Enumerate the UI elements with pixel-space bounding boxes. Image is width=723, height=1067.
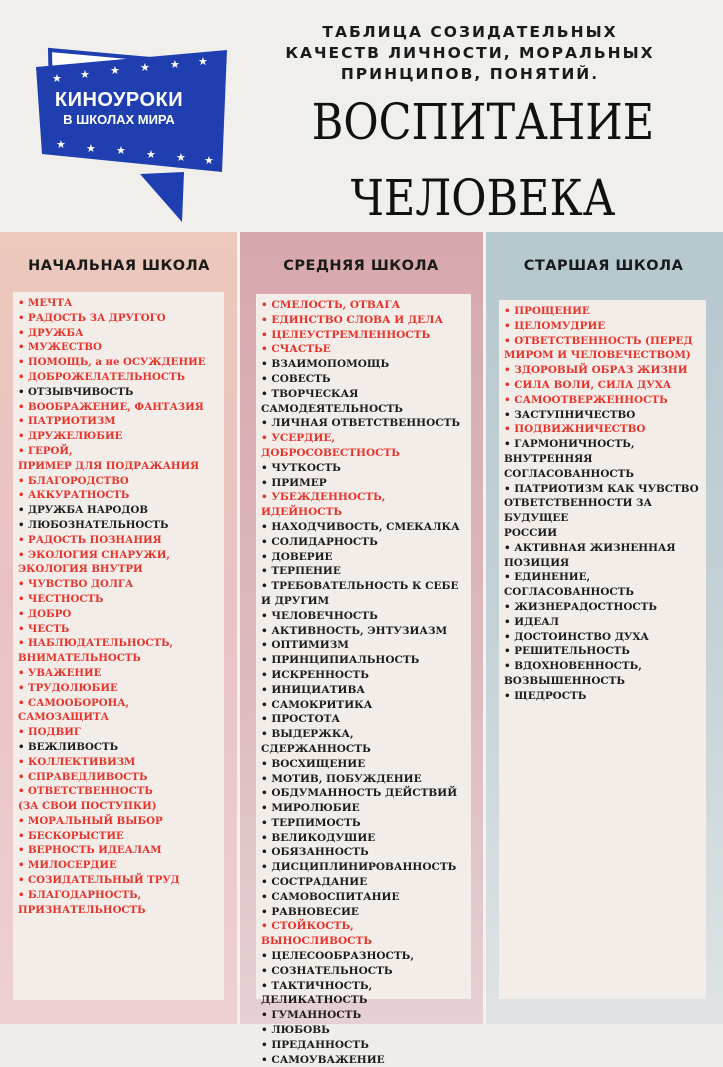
list-item: • ПАТРИОТИЗМ [18, 415, 116, 428]
list-item: • ВДОХНОВЕННОСТЬ, ВОЗВЫШЕННОСТЬ [504, 660, 642, 687]
list-item: • ДРУЖЕЛЮБИЕ [18, 430, 123, 443]
list-item: • ПАТРИОТИЗМ КАК ЧУВСТВО ОТВЕТСТВЕННОСТИ ЗА БУДУЩЕЕ РОССИИ [504, 482, 699, 539]
list-item: • ОБДУМАННОСТЬ ДЕЙСТВИЙ [261, 787, 458, 800]
list-item: • ЧУТКОСТЬ [261, 461, 341, 474]
list-item: • ВЕЖЛИВОСТЬ [18, 740, 119, 753]
list-item: • ВЫДЕРЖКА, СДЕРЖАННОСТЬ [261, 728, 371, 755]
column-title-primary: НАЧАЛЬНАЯ ШКОЛА [28, 258, 210, 274]
list-panel-primary [13, 292, 224, 1000]
list-item: • ПОДВИЖНИЧЕСТВО [504, 423, 646, 436]
list-item: • СПРАВЕДЛИВОСТЬ [18, 770, 148, 783]
svg-text:★: ★ [176, 151, 186, 164]
qualities-list-middle [261, 298, 467, 1067]
list-item: • ДОСТОИНСТВО ДУХА [504, 630, 649, 643]
list-item: • ИДЕАЛ [504, 615, 559, 628]
list-item: • ОБЯЗАННОСТЬ [261, 846, 369, 859]
list-item: • ИНИЦИАТИВА [261, 683, 365, 696]
list-item: • ВЕЛИКОДУШИЕ [261, 831, 376, 844]
list-item: • ЛЮБОЗНАТЕЛЬНОСТЬ [18, 518, 169, 531]
list-item: • ВООБРАЖЕНИЕ, ФАНТАЗИЯ [18, 400, 204, 413]
list-panel-middle [256, 294, 471, 1066]
svg-text:★: ★ [170, 58, 180, 71]
list-item: • ГУМАННОСТЬ [261, 1009, 362, 1022]
list-item: • РАВНОВЕСИЕ [261, 905, 359, 918]
list-item: • НАБЛЮДАТЕЛЬНОСТЬ, ВНИМАТЕЛЬНОСТЬ [18, 637, 174, 665]
list-panel-senior [499, 300, 706, 999]
list-item: • ЭКОЛОГИЯ СНАРУЖИ, ЭКОЛОГИЯ ВНУТРИ [18, 548, 170, 576]
list-item: • ЗАСТУПНИЧЕСТВО [504, 408, 636, 421]
list-item: • ВЗАИМОПОМОЩЬ [261, 358, 390, 371]
list-item: • ДИСЦИПЛИНИРОВАННОСТЬ [261, 861, 457, 874]
list-item: • ЛИЧНАЯ ОТВЕТСТВЕННОСТЬ [261, 417, 461, 430]
list-item: • МУЖЕСТВО [18, 341, 102, 354]
list-item: • УВАЖЕНИЕ [18, 666, 102, 679]
list-item: • ЛЮБОВЬ [261, 1024, 330, 1037]
list-item: • ЦЕЛЕСООБРАЗНОСТЬ, [261, 950, 415, 963]
svg-text:★: ★ [146, 148, 156, 161]
list-item: • ИСКРЕННОСТЬ [261, 668, 369, 681]
svg-text:★: ★ [56, 138, 66, 151]
list-item: • РАДОСТЬ ЗА ДРУГОГО [18, 311, 166, 324]
list-item: • САМОУВАЖЕНИЕ [261, 1053, 385, 1066]
list-item: • ТАКТИЧНОСТЬ, ДЕЛИКАТНОСТЬ [261, 979, 373, 1007]
list-item: • СМЕЛОСТЬ, ОТВАГА [261, 299, 401, 311]
list-item: • ДОБРОЖЕЛАТЕЛЬНОСТЬ [18, 370, 186, 383]
list-item: • УБЕЖДЕННОСТЬ, ИДЕЙНОСТЬ [261, 491, 386, 519]
list-item: • ТЕРПЕНИЕ [261, 565, 341, 578]
list-item: • МЕЧТА [18, 297, 73, 309]
column-title-middle: СРЕДНЯЯ ШКОЛА [283, 258, 439, 274]
list-item: • НАХОДЧИВОСТЬ, СМЕКАЛКА [261, 520, 460, 533]
list-item: • РАДОСТЬ ПОЗНАНИЯ [18, 533, 162, 546]
list-item: • ГЕРОЙ, ПРИМЕР ДЛЯ ПОДРАЖАНИЯ [18, 444, 200, 472]
list-item: • ЩЕДРОСТЬ [504, 689, 587, 702]
list-item: • СОСТРАДАНИЕ [261, 876, 368, 889]
list-item: • САМОКРИТИКА [261, 698, 373, 711]
logo-banner-tail [140, 172, 184, 222]
logo-subtitle: В ШКОЛАХ МИРА [63, 112, 175, 127]
list-item: • СОВЕСТЬ [261, 372, 331, 385]
list-item: • ПРИНЦИПИАЛЬНОСТЬ [261, 654, 420, 667]
list-item: • ТРУДОЛЮБИЕ [18, 681, 118, 694]
list-item: • ЖИЗНЕРАДОСТНОСТЬ [504, 600, 657, 613]
list-item: • ОТВЕТСТВЕННОСТЬ (ЗА СВОИ ПОСТУПКИ) [18, 785, 157, 813]
list-item: • СИЛА ВОЛИ, СИЛА ДУХА [504, 378, 672, 391]
qualities-list-primary [18, 296, 220, 917]
list-item: • ПОМОЩЬ, а не ОСУЖДЕНИЕ [18, 356, 206, 369]
list-item: • ЕДИНЕНИЕ, СОГЛАСОВАННОСТЬ [504, 571, 634, 599]
logo-title: КИНОУРОКИ [54, 89, 184, 111]
list-item: • ЦЕЛОМУДРИЕ [504, 319, 606, 332]
list-item: • МОРАЛЬНЫЙ ВЫБОР [18, 814, 163, 827]
list-item: • САМООБОРОНА, САМОЗАЩИТА [18, 696, 130, 724]
list-item: • САМОВОСПИТАНИЕ [261, 890, 400, 903]
list-item: • СТОЙКОСТЬ, ВЫНОСЛИВОСТЬ [261, 920, 372, 948]
list-item: • ДОВЕРИЕ [261, 550, 333, 563]
svg-text:★: ★ [204, 154, 214, 167]
column-title-senior: СТАРШАЯ ШКОЛА [523, 258, 684, 274]
svg-text:★: ★ [140, 61, 150, 74]
list-item: • ПОДВИГ [18, 726, 81, 739]
svg-text:★: ★ [198, 55, 208, 68]
list-item: • ТРЕБОВАТЕЛЬНОСТЬ К СЕБЕ И ДРУГИМ [261, 580, 459, 607]
list-item: • ОПТИМИЗМ [261, 639, 349, 652]
page-subtitle: ТАБЛИЦА СОЗИДАТЕЛЬНЫХ КАЧЕСТВ ЛИЧНОСТИ, МОРАЛЬНЫХ ПРИНЦИПОВ, ПОНЯТИЙ. [285, 23, 655, 83]
svg-text:★: ★ [110, 64, 120, 77]
list-item: • МИРОЛЮБИЕ [261, 802, 360, 815]
list-item: • ЦЕЛЕУСТРЕМЛЕННОСТЬ [261, 328, 431, 341]
column-divider [483, 232, 486, 1024]
page-title-line1: ВОСПИТАНИЕ [311, 93, 655, 151]
list-item: • ДРУЖБА НАРОДОВ [18, 504, 148, 517]
list-item: • АКТИВНАЯ ЖИЗНЕННАЯ ПОЗИЦИЯ [504, 541, 676, 569]
svg-text:★: ★ [116, 144, 126, 157]
list-item: • ОТВЕТСТВЕННОСТЬ (ПЕРЕД МИРОМ И ЧЕЛОВЕЧЕСТВОМ) [504, 334, 693, 362]
list-item: • УСЕРДИЕ, ДОБРОСОВЕСТНОСТЬ [261, 432, 400, 459]
list-item: • САМООТВЕРЖЕННОСТЬ [504, 393, 668, 406]
list-item: • ЧУВСТВО ДОЛГА [18, 578, 134, 591]
list-item: • ТЕРПИМОСТЬ [261, 816, 361, 829]
list-item: • ТВОРЧЕСКАЯ САМОДЕЯТЕЛЬНОСТЬ [261, 387, 403, 415]
list-item: • ДРУЖБА [18, 326, 84, 339]
list-item: • БЕСКОРЫСТИЕ [18, 829, 124, 842]
page-title-line2: ЧЕЛОВЕКА [350, 169, 616, 227]
list-item: • ЧЕСТЬ [18, 622, 70, 635]
column-divider [237, 232, 240, 1024]
list-item: • КОЛЛЕКТИВИЗМ [18, 755, 136, 768]
list-item: • ОТЗЫВЧИВОСТЬ [18, 385, 134, 398]
list-item: • ДОБРО [18, 607, 72, 620]
list-item: • БЛАГОРОДСТВО [18, 474, 129, 487]
list-item: • МИЛОСЕРДИЕ [18, 859, 117, 872]
list-item: • ЕДИНСТВО СЛОВА И ДЕЛА [261, 313, 444, 326]
list-item: • БЛАГОДАРНОСТЬ, ПРИЗНАТЕЛЬНОСТЬ [18, 888, 146, 916]
list-item: • МОТИВ, ПОБУЖДЕНИЕ [261, 772, 422, 785]
svg-text:★: ★ [80, 68, 90, 81]
list-item: • СОЗНАТЕЛЬНОСТЬ [261, 964, 393, 977]
list-item: • ПРОСТОТА [261, 713, 341, 726]
list-item: • ПРИМЕР [261, 476, 327, 489]
list-item: • СОЗИДАТЕЛЬНЫЙ ТРУД [18, 874, 180, 887]
list-item: • ЧЕСТНОСТЬ [18, 592, 104, 605]
qualities-list-senior [504, 304, 702, 704]
list-item: • РЕШИТЕЛЬНОСТЬ [504, 645, 630, 658]
list-item: • ЗДОРОВЫЙ ОБРАЗ ЖИЗНИ [504, 364, 688, 377]
list-item: • ВЕРНОСТЬ ИДЕАЛАМ [18, 844, 162, 857]
list-item: • АККУРАТНОСТЬ [18, 489, 130, 502]
list-item: • ГАРМОНИЧНОСТЬ, ВНУТРЕННЯЯ СОГЛАСОВАННОСТЬ [504, 438, 635, 480]
list-item: • АКТИВНОСТЬ, ЭНТУЗИАЗМ [261, 624, 448, 637]
list-item: • ПРОЩЕНИЕ [504, 305, 590, 317]
list-item: • ВОСХИЩЕНИЕ [261, 757, 366, 770]
list-item: • СЧАСТЬЕ [261, 343, 331, 356]
svg-text:★: ★ [86, 142, 96, 155]
list-item: • ПРЕДАННОСТЬ [261, 1038, 369, 1051]
list-item: • СОЛИДАРНОСТЬ [261, 535, 378, 548]
svg-text:★: ★ [52, 72, 62, 85]
list-item: • ЧЕЛОВЕЧНОСТЬ [261, 609, 378, 622]
